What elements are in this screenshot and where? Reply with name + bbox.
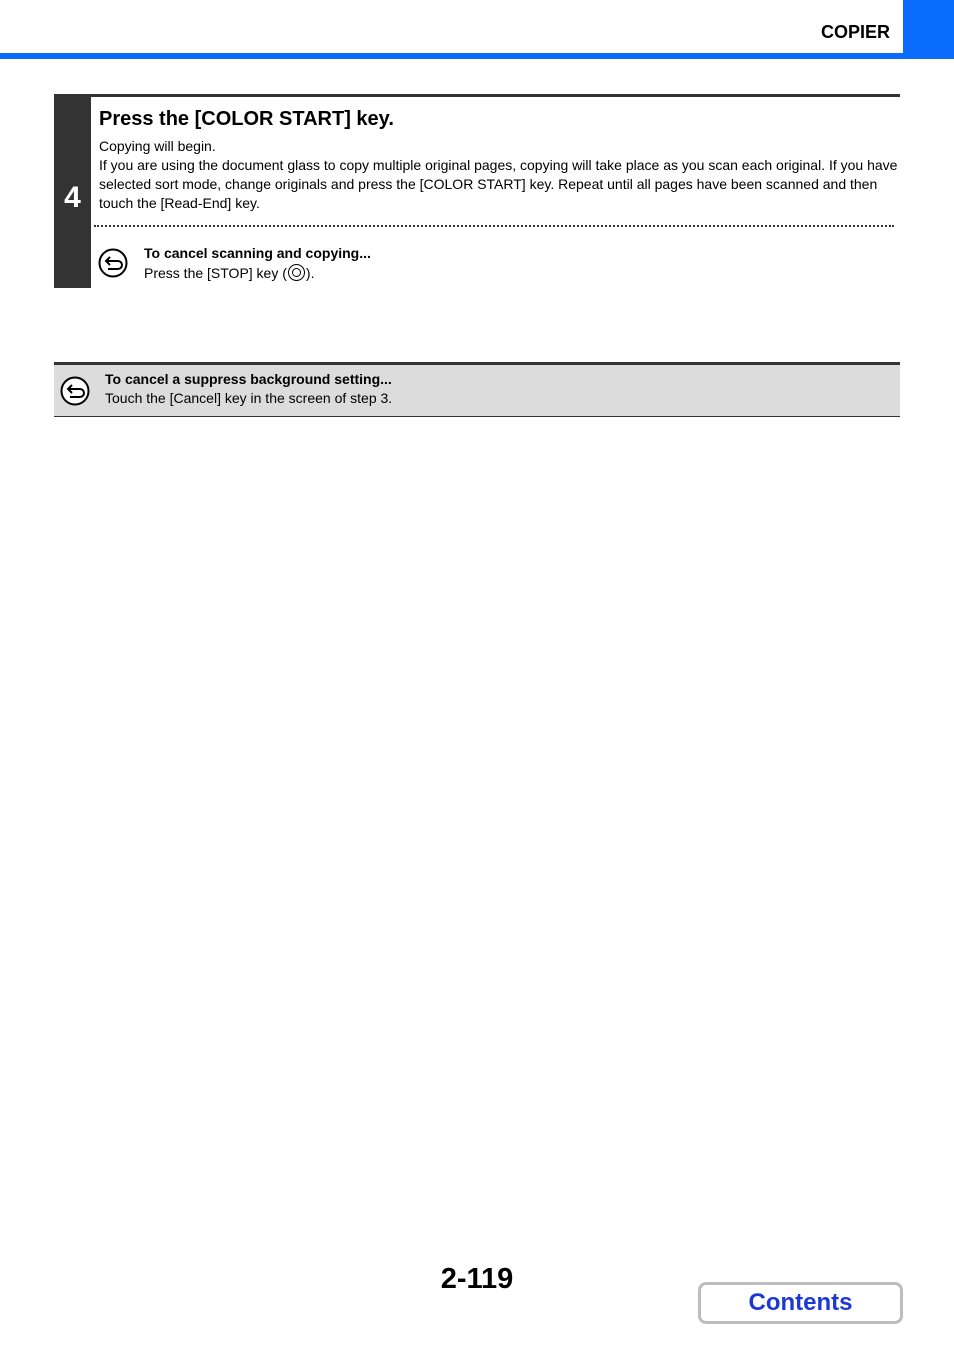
note-text-after: ). [305, 265, 315, 281]
dotted-divider [94, 225, 894, 227]
step-paragraph: If you are using the document glass to copy multiple original pages, copying will take place as you scan each original. If you have selected sort mode, change originals and press the [COLOR START] key. Repeat until all pages have been scanned and then touch the [Read-End] key. [99, 157, 898, 211]
note-text: Touch the [Cancel] key in the screen of step 3. [105, 390, 393, 406]
page-number: 2-119 [440, 1263, 514, 1295]
step-block [54, 94, 900, 291]
note-text [144, 264, 314, 281]
cancel-arrow-icon [60, 376, 90, 406]
cancel-arrow-icon [98, 248, 128, 278]
step-body [99, 137, 899, 213]
step-paragraph: Copying will begin. [99, 138, 216, 154]
section-title: COPIER [820, 22, 890, 42]
step-title: Press the [COLOR START] key. [99, 108, 394, 130]
header-bar [0, 53, 954, 59]
step-number-column [54, 97, 91, 288]
header-tab [903, 0, 954, 59]
step-number: 4 [64, 181, 81, 214]
note-heading: To cancel scanning and copying... [144, 245, 371, 261]
contents-button[interactable]: Contents [698, 1282, 903, 1324]
suppress-background-note [54, 362, 900, 417]
note-heading: To cancel a suppress background setting... [105, 371, 392, 387]
note-text-before: Press the [STOP] key ( [144, 265, 287, 281]
stop-key-icon [288, 264, 305, 281]
